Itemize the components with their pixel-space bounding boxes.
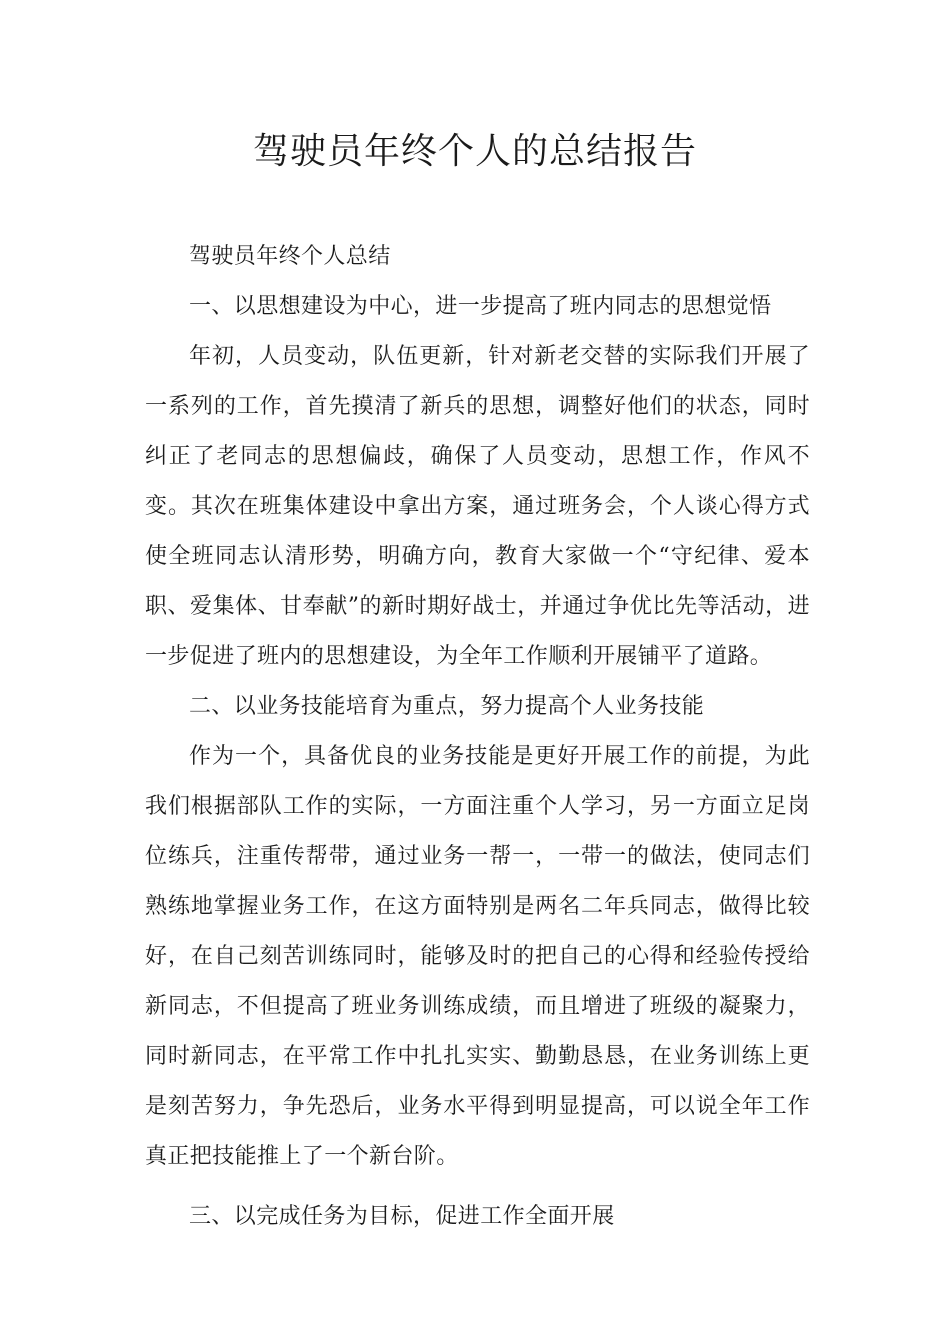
section-2-heading: 二、以业务技能培育为重点，努力提高个人业务技能 [189, 694, 705, 719]
section-1-body: 年初，人员变动，队伍更新，针对新老交替的实际我们开展了一系列的工作，首先摸清了新兵的思想，调整好他们的状态，同时纠正了老同志的思想偏歧，确保了人员变动，思想工作，作风不变。其次在班集体建设中拿出方案，通过班务会，个人谈心得方式使全班同志认清形势，明确方向，教育大家做一个“守纪律、爱本职、爱集体、甘奉献”的新时期好战士，并通过争优比先等活动，进一步促进了班内的思想建设，为全年工作顺利开展铺平了道路。 [145, 344, 810, 669]
section-1-heading: 一、以思想建设为中心，进一步提高了班内同志的思想觉悟 [189, 294, 772, 319]
section-2-body: 作为一个，具备优良的业务技能是更好开展工作的前提，为此我们根据部队工作的实际，一方面注重个人学习，另一方面立足岗位练兵，注重传帮带，通过业务一帮一，一带一的做法，使同志们熟练地掌握业务工作，在这方面特别是两名二年兵同志，做得比较好，在自己刻苦训练同时，能够及时的把自己的心得和经验传授给新同志，不但提高了班业务训练成绩，而且增进了班级的凝聚力，同时新同志，在平常工作中扎扎实实、勤勤恳恳，在业务训练上更是刻苦努力，争先恐后，业务水平得到明显提高，可以说全年工作真正把技能推上了一个新台阶。 [145, 744, 810, 1169]
subtitle: 驾驶员年终个人总结 [189, 244, 391, 269]
document-body [145, 232, 810, 1242]
document-title: 驾驶员年终个人的总结报告 [252, 131, 697, 172]
section-3-heading: 三、以完成任务为目标，促进工作全面开展 [189, 1204, 615, 1229]
